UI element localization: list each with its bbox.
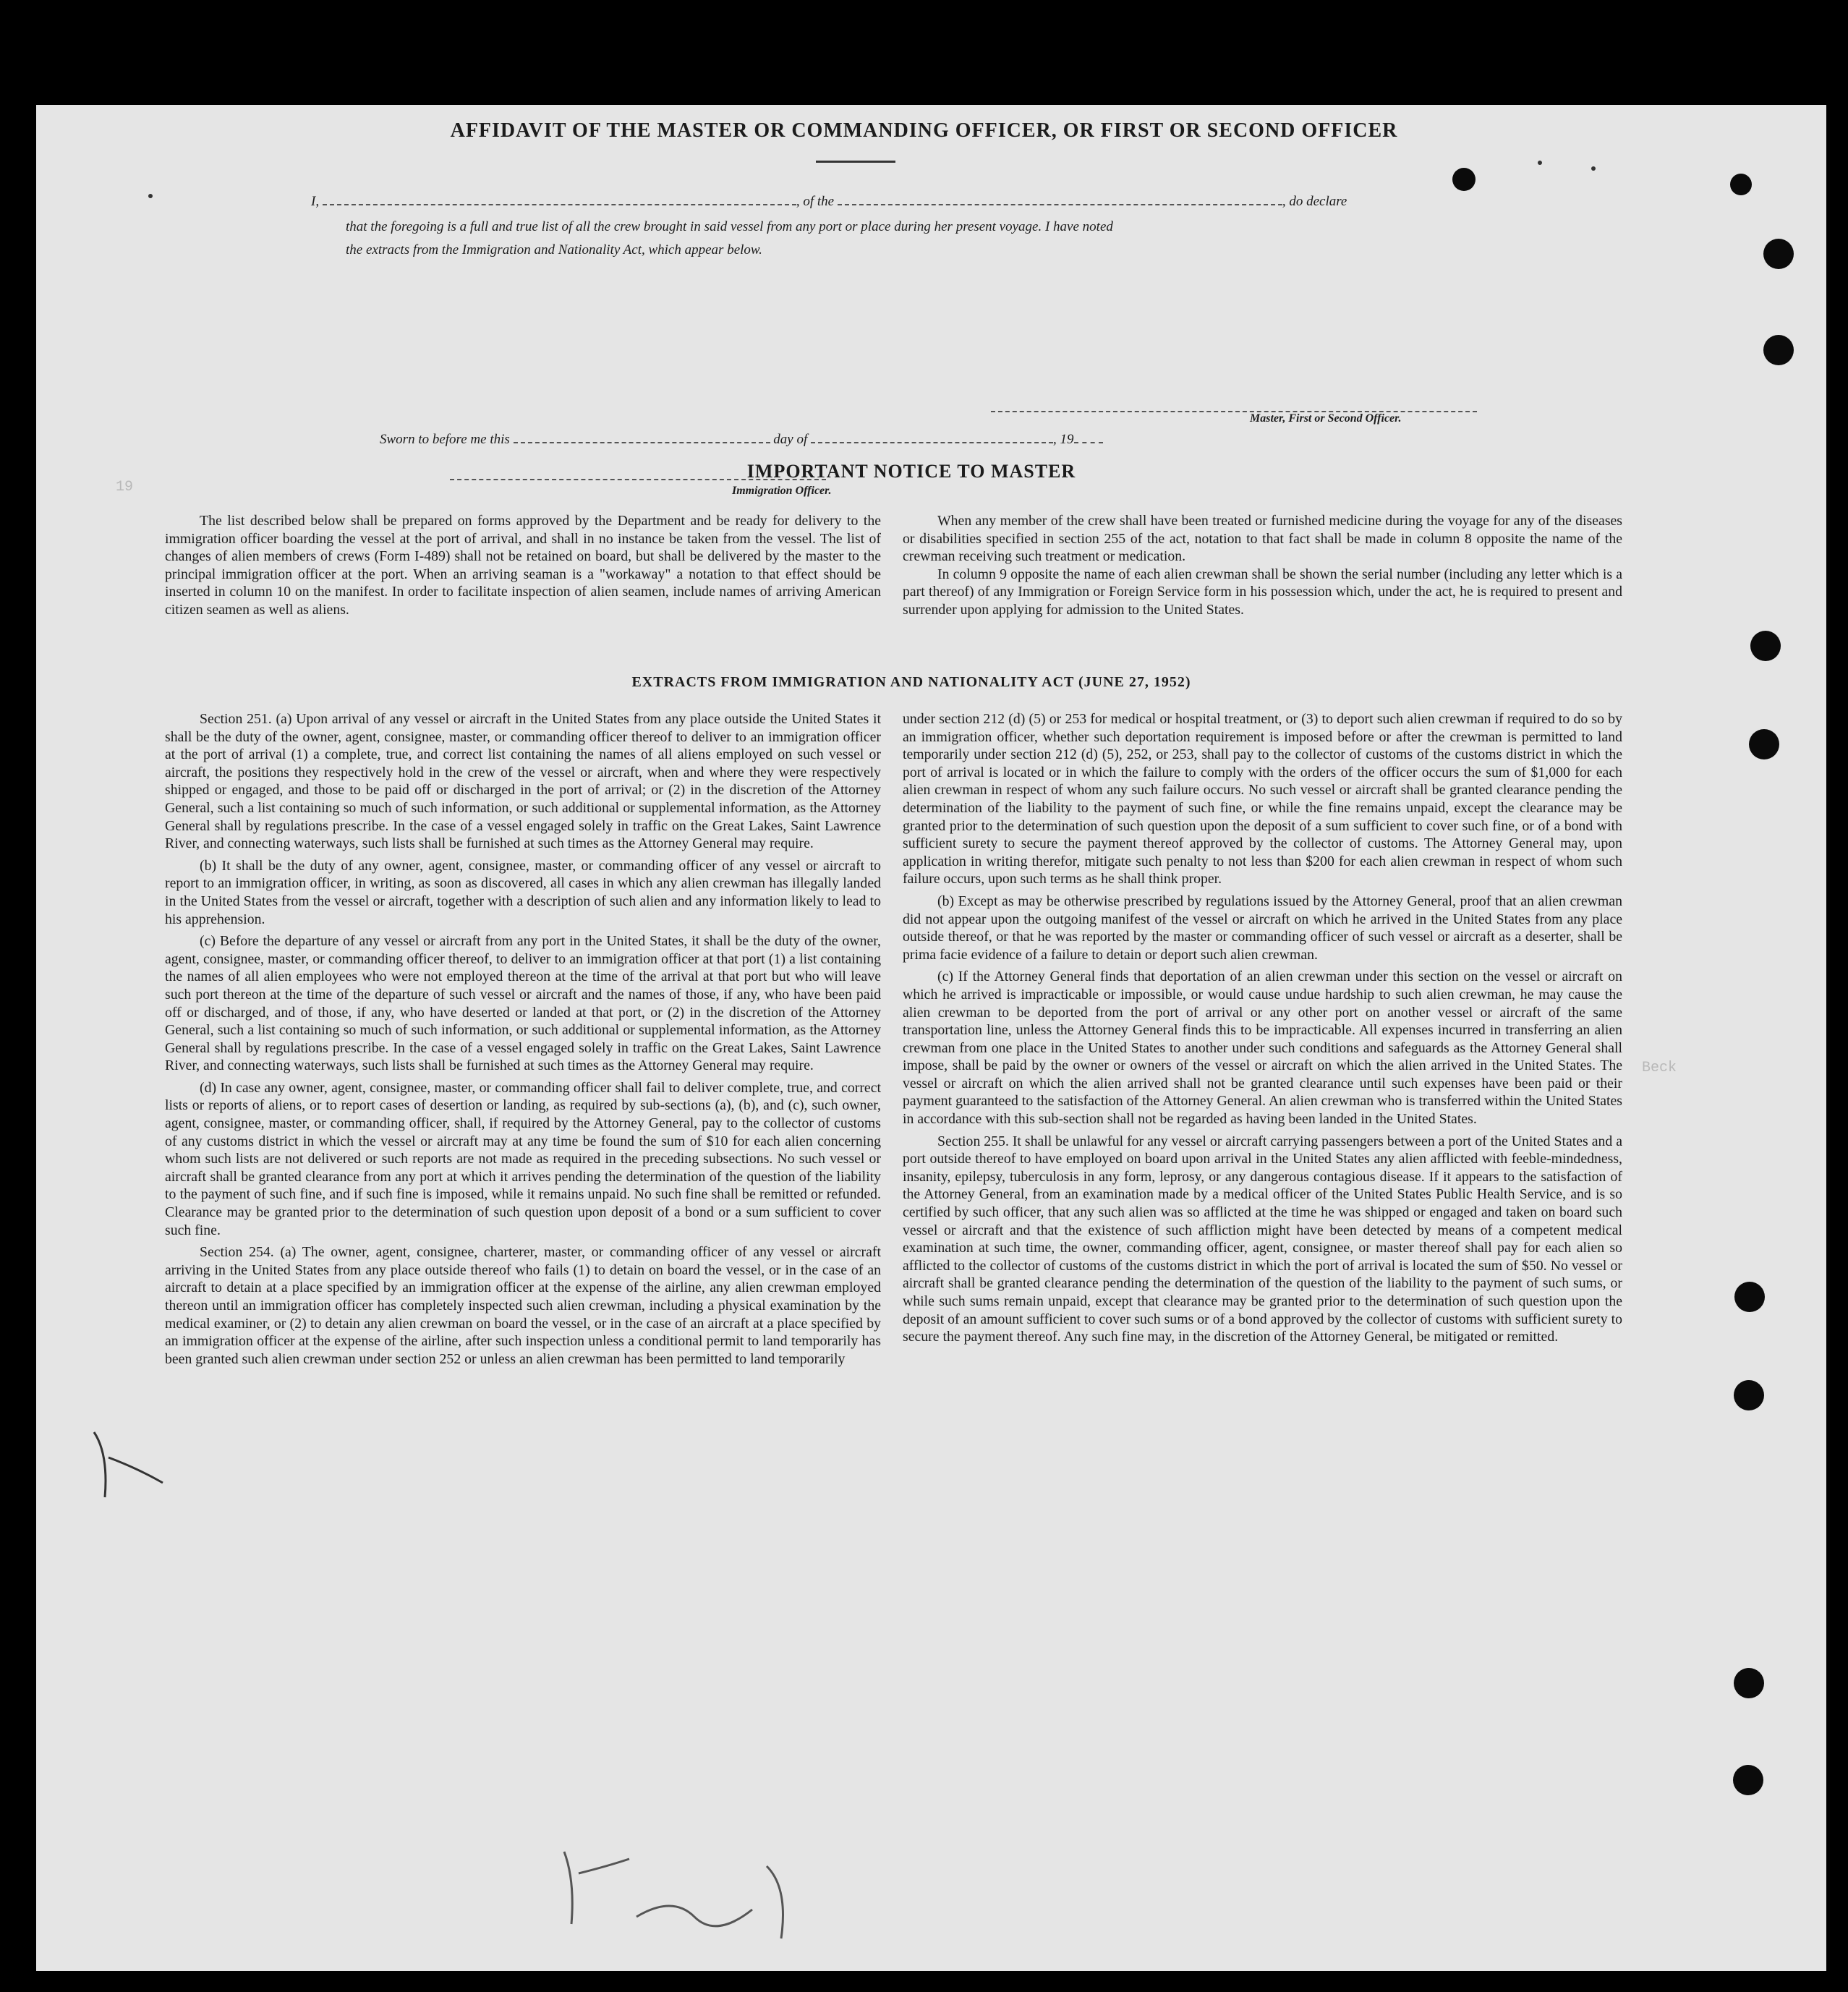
day-of-label: day of bbox=[773, 432, 808, 447]
bleed-through-text: Beck bbox=[1642, 1060, 1677, 1076]
speck bbox=[1591, 166, 1596, 171]
act-paragraph: under section 212 (d) (5) or 253 for medical or hospital treatment, or (3) to deport such alien crewman if required to do so by an immigration officer, whether such deportation requirement is imposed before or after the crewman is permitted to land temporarily under section 212 (d) (5), 252, or 253, shall pay to the collector of customs of the customs district in which the port of arrival is located or in which the failure to comply with the orders of the officer occurs the sum of $1,000 for each alien crewman in respect of whom any such failure occurs. No such vessel or aircraft shall be granted clearance pending the determination of the liability to the payment of such fine, or while the fine remains unpaid, except the clearance may be granted prior to the determination of such question upon the deposit of a sum sufficient to cover such fine, or of a bond with sufficient surety to secure the payment thereof approved by the collector of customs. The Attorney General may, upon application in writing therefor, mitigate such penalty to not less than $200 for each alien crewman in respect of whom such failure occurs, upon such terms as he shall think proper. bbox=[903, 711, 1622, 888]
sworn-label: Sworn to before me this bbox=[380, 432, 510, 447]
vessel-blank[interactable] bbox=[838, 194, 1282, 205]
year-label: , 19 bbox=[1053, 432, 1074, 447]
of-the-label: , of the bbox=[796, 194, 835, 209]
notice-paragraph: The list described below shall be prepared on forms approved by the Department and be ready for delivery to the immigration officer boarding the vessel at the port of arrival, and shall in no instance be taken from the vessel. The list of changes of alien members of crews (Form I-489) shall not be retained on board, but shall be delivered by the master to the principal immigration officer at the port. When an arriving seaman is a "workaway" a notation to that effect should be inserted in column 10 on the manifest. In order to facilitate inspection of alien seamen, include names of arriving American citizen seamen as well as aliens. bbox=[165, 513, 881, 618]
punch-hole bbox=[1763, 335, 1794, 365]
i-label: I, bbox=[311, 194, 320, 209]
do-declare-label: , do declare bbox=[1282, 194, 1347, 209]
speck bbox=[148, 194, 153, 198]
act-paragraph: (c) If the Attorney General finds that deportation of an alien crewman under this section on the vessel or aircraft on which he arrived is impracticable or impossible, or would cause undue hardship to such alien crewman, he may cause the alien crewman to be deported from the port of arrival or any other port on another vessel or aircraft of the same transportation line, unless the Attorney General finds this to be impracticable. All expenses incurred in transferring an alien crewman from one place in the United States to another under such conditions and safeguards as the Attorney General shall impose, shall be paid by the owner or owners of the vessel or aircraft on which the alien arrived in the United States. The vessel or aircraft on which the alien arrived shall not be granted clearance until such expenses have been paid or their payment guaranteed to the satisfaction of the Attorney General. An alien crewman who is transferred within the United States in accordance with this sub-section shall not be regarded as having been landed in the United States. bbox=[903, 969, 1622, 1128]
master-signature-line[interactable] bbox=[991, 411, 1477, 412]
name-blank[interactable] bbox=[323, 194, 796, 205]
month-blank[interactable] bbox=[811, 432, 1053, 443]
sworn-line bbox=[380, 432, 1248, 448]
master-caption: Master, First or Second Officer. bbox=[1250, 412, 1402, 425]
act-paragraph: Section 251. (a) Upon arrival of any vessel or aircraft in the United States from any place outside the United States it shall be the duty of the owner, agent, consignee, master, or commanding officer thereof to deliver to an immigration officer at the port of arrival (1) a complete, true, and correct list containing the names of all aliens employed on such vessel or aircraft, the positions they respectively hold in the crew of the vessel or aircraft, when and where they were respectively shipped or engaged, and those to be paid off or discharged in the port of arrival; or (2) in the discretion of the Attorney General, such a list containing so much of such information, or such additional or supplemental information, as the Attorney General shall by regulations prescribe. In the case of a vessel engaged solely in traffic on the Great Lakes, Saint Lawrence River, and connecting waterways, such lists shall be furnished at such times as the Attorney General may require. bbox=[165, 711, 881, 852]
act-paragraph: (c) Before the departure of any vessel or aircraft from any port in the United States, it shall be the duty of the owner, agent, consignee, master, or commanding officer thereof, to deliver to an immigration officer at that port (1) a list containing the names of all alien employees who were not employed thereon at the time of the arrival at that port but who will leave such port thereon at the time of the departure of such vessel or aircraft and the names of those, if any, who have been paid off or discharged, and of those, if any, who have deserted or landed at that port, or (2) in the discretion of the Attorney General, such a list containing so much of such information, or such additional or supplemental information, as the Attorney General shall by regulations prescribe. In the case of a vessel engaged solely in traffic on the Great Lakes, Saint Lawrence River, and connecting waterways, such lists shall be furnished at such times as the Attorney General may require. bbox=[165, 933, 881, 1074]
day-blank[interactable] bbox=[514, 432, 770, 443]
punch-hole bbox=[1730, 174, 1752, 195]
pencil-mark bbox=[87, 1425, 174, 1504]
act-left-column bbox=[165, 710, 881, 1372]
declaration-line-2: that the foregoing is a full and true list of all the crew brought in said vessel from any port or place during her present voyage. I have noted bbox=[346, 219, 1113, 234]
extracts-title: EXTRACTS FROM IMMIGRATION AND NATIONALITY ACT (JUNE 27, 1952) bbox=[631, 674, 1191, 690]
title-rule bbox=[816, 161, 895, 163]
notice-left-column bbox=[165, 512, 881, 623]
declaration-line-3: the extracts from the Immigration and Nationality Act, which appear below. bbox=[346, 242, 762, 257]
notice-right-column bbox=[903, 512, 1622, 623]
act-paragraph: Section 254. (a) The owner, agent, consignee, charterer, master, or commanding officer of any vessel or aircraft arriving in the United States from any place outside thereof who fails (1) to detain on board the vessel, or in the case of an aircraft to detain at a place specified by an immigration officer at the expense of the airline, any alien crewman employed thereon until an immigration officer has completely inspected such alien crewman, including a physical examination by the medical examiner, or (2) to detain any alien crewman on board the vessel, or in the case of an aircraft at a place specified by an immigration officer at the expense of the airline, after such inspection unless a conditional permit to land temporarily has been granted such alien crewman under section 252 or unless an alien crewman has been permitted to land temporarily bbox=[165, 1244, 881, 1367]
officer-caption: Immigration Officer. bbox=[732, 485, 832, 497]
punch-hole bbox=[1734, 1282, 1765, 1312]
bleed-through-text: 19 bbox=[116, 479, 134, 495]
speck bbox=[1538, 161, 1542, 165]
affidavit-title: AFFIDAVIT OF THE MASTER OR COMMANDING OFFICER, OR FIRST OR SECOND OFFICER bbox=[450, 119, 1398, 142]
declaration-line-1 bbox=[311, 194, 1486, 210]
punch-hole bbox=[1750, 631, 1781, 661]
punch-hole bbox=[1749, 729, 1779, 759]
punch-hole bbox=[1734, 1380, 1764, 1410]
act-paragraph: (b) It shall be the duty of any owner, agent, consignee, master, or commanding officer of any vessel or aircraft to report to an immigration officer, in writing, as soon as discovered, all cases in which any alien crewman has illegally landed in the United States from the vessel or aircraft, together with a description of such alien and any information likely to lead to his apprehension. bbox=[165, 857, 881, 927]
act-paragraph: (d) In case any owner, agent, consignee, master, or commanding officer shall fail to deliver complete, true, and correct lists or reports of aliens, or to report cases of desertion or landing, as required by sub-sections (a), (b), and (c), such owner, agent, consignee, master, or commanding officer, shall, if required by the Attorney General, pay to the collector of customs of any customs district in which the vessel or aircraft may at any time be found the sum of $10 for each alien concerning whom such lists are not delivered or such reports are not made as required in the preceding subsections. No such vessel or aircraft shall be granted clearance from any port at which it arrives pending the determination of the question of the liability to the payment of such fine, and if such fine is imposed, while it remains unpaid. No such fine shall be remitted or refunded. Clearance may be granted prior to the determination of such question upon deposit of a bond or a sum sufficient to cover such fine. bbox=[165, 1079, 881, 1238]
year-blank[interactable] bbox=[1074, 432, 1103, 443]
punch-hole bbox=[1763, 239, 1794, 269]
pencil-mark bbox=[550, 1837, 825, 1946]
punch-hole bbox=[1452, 168, 1476, 191]
notice-title: IMPORTANT NOTICE TO MASTER bbox=[746, 461, 1076, 482]
notice-paragraph: In column 9 opposite the name of each alien crewman shall be shown the serial number (including any letter which is a part thereof) of any Immigration or Foreign Service form in his possession which, under the act, he is required to present and surrender upon applying for admission to the United States. bbox=[903, 566, 1622, 618]
punch-hole bbox=[1734, 1668, 1764, 1698]
punch-hole bbox=[1733, 1765, 1763, 1795]
act-paragraph: (b) Except as may be otherwise prescribed by regulations issued by the Attorney General, proof that an alien crewman did not appear upon the outgoing manifest of the vessel or aircraft on which he arrived in the United States from any place outside thereof, or that he was reported by the master or commanding officer of such vessel or aircraft as a deserter, shall be prima facie evidence of a failure to detain or deport such alien crewman. bbox=[903, 893, 1622, 963]
act-paragraph: Section 255. It shall be unlawful for any vessel or aircraft carrying passengers between a port of the United States and a port outside thereof to have employed on board upon arrival in the United States any alien afflicted with feeble-mindedness, insanity, epilepsy, tuberculosis in any form, leprosy, or any dangerous contagious disease. If it appears to the satisfaction of the Attorney General, from an examination made by a medical officer of the United States Public Health Service, and is so certified by such officer, that any such alien was so afflicted at the time he was shipped or engaged and taken on board such vessel or aircraft and that the existence of such affliction might have been detected by means of a competent medical examination at such time, the owner, commanding officer, agent, consignee, or master thereof shall pay for each alien so afflicted to the collector of customs of the customs district in which the port of arrival is located the sum of $50. No vessel or aircraft shall be granted clearance pending the determination of the question of the liability to the payment of such sums, or while such sums remain unpaid, except that clearance may be granted prior to the determination of such question upon the deposit of an amount sufficient to cover such sums or of a bond approved by the collector of customs with sufficient surety to secure the payment thereof. Any such fine may, in the discretion of the Attorney General, be mitigated or remitted. bbox=[903, 1133, 1622, 1345]
notice-paragraph: When any member of the crew shall have been treated or furnished medicine during the voyage for any of the diseases or disabilities specified in section 255 of the act, notation to that fact shall be made in column 8 opposite the name of the crewman receiving such treatment or medication. bbox=[903, 513, 1622, 565]
act-right-column bbox=[903, 710, 1622, 1350]
